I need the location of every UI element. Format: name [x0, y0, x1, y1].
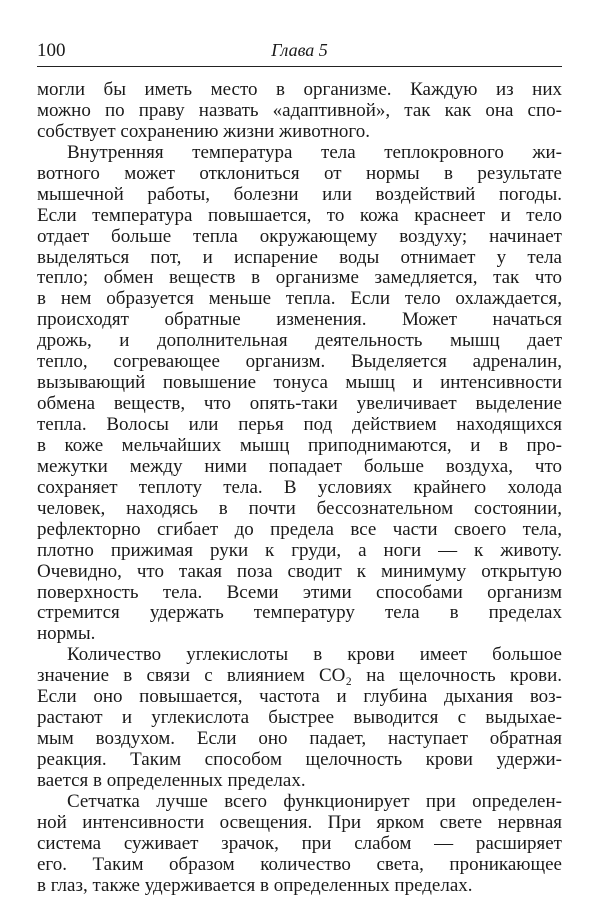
- text-line: вызывающий повышение тонуса мышц и интенсивности: [37, 372, 562, 394]
- text-line: выделяться пот, и испарение воды отнимает у тела: [37, 246, 562, 268]
- paragraph: [37, 645, 562, 792]
- text-line: происходят обратные изменения. Может начаться: [37, 309, 562, 331]
- text-line: его. Таким образом количество света, проникающее: [37, 853, 562, 875]
- text-line: Если оно повышается, частота и глубина дыхания воз-: [37, 686, 562, 708]
- text-line: в глаз, также удерживается в определенных пределах.: [37, 874, 473, 896]
- text-line: можно по праву назвать «адаптивной», так как она спо-: [37, 99, 562, 121]
- text-line: тепло, согревающее организм. Выделяется адреналин,: [37, 351, 562, 373]
- text-line: Если температура повышается, то кожа краснеет и тело: [37, 204, 562, 226]
- text-line: отдает больше тепла окружающему воздуху; начинает: [37, 225, 562, 247]
- text-line: ной интенсивности освещения. При ярком свете нервная: [37, 811, 562, 833]
- text-line: в нем образуется меньше тепла. Если тело охлаждается,: [37, 288, 562, 310]
- running-header: [37, 38, 562, 67]
- chapter-title: Глава 5: [271, 40, 328, 60]
- text-line: Очевидно, что такая поза сводит к минимуму открытую: [37, 560, 562, 582]
- text-line: нормы.: [37, 623, 96, 645]
- text-line: растают и углекислота быстрее выводится с выдыхае-: [37, 707, 562, 729]
- text-line: рефлекторно сгибает до предела все части своего тела,: [37, 518, 562, 540]
- paragraph: [37, 792, 562, 897]
- paragraph: [37, 80, 562, 143]
- text-line: плотно прижимая руки к груди, а ноги — к животу.: [37, 539, 562, 561]
- text-line: мышечной работы, болезни или воздействий погоды.: [37, 183, 562, 205]
- text-line: вотного может отклониться от нормы в результате: [37, 162, 562, 184]
- text-line: Количество углекислоты в крови имеет большое: [67, 644, 562, 666]
- text-line: вается в определенных пределах.: [37, 769, 306, 791]
- text-line: Сетчатка лучше всего функционирует при определен-: [67, 790, 562, 812]
- text-line: обмена веществ, что опять-таки увеличивает выделение: [37, 393, 562, 415]
- text-line: тепла. Волосы или перья под действием находящихся: [37, 414, 562, 435]
- text-line: в коже мельчайших мышц приподнимаются, и в про-: [37, 434, 562, 456]
- text-line: система суживает зрачок, при слабом — расширяет: [37, 832, 562, 854]
- text-line: поверхность тела. Всеми этими способами организм: [37, 581, 562, 603]
- text-line: могли бы иметь место в организме. Каждую из них: [37, 79, 562, 100]
- text-line: стремится удержать температуру тела в пределах: [37, 602, 562, 624]
- text-line: мым воздухом. Если оно падает, наступает обратная: [37, 728, 562, 750]
- text-line: сохраняет теплоту тела. В условиях крайнего холода: [37, 476, 562, 498]
- text-line: дрожь, и дополнительная деятельность мышц дает: [37, 330, 562, 352]
- body-text: [37, 80, 562, 897]
- text-line: человек, находясь в почти бессознательном состоянии,: [37, 497, 562, 519]
- text-line: межутки между ними попадает больше воздуха, что: [37, 455, 562, 477]
- text-line: реакция. Таким способом щелочность крови удержи-: [37, 749, 562, 770]
- text-line: тепло; обмен веществ в организме замедляется, так что: [37, 267, 562, 289]
- text-line: значение в связи с влиянием CO₂ на щелочность крови.: [37, 665, 562, 687]
- paragraph: [37, 143, 562, 646]
- text-line: Внутренняя температура тела теплокровного жи-: [67, 141, 562, 163]
- text-line: собствует сохранению жизни животного.: [37, 120, 370, 142]
- page-number: 100: [37, 40, 66, 61]
